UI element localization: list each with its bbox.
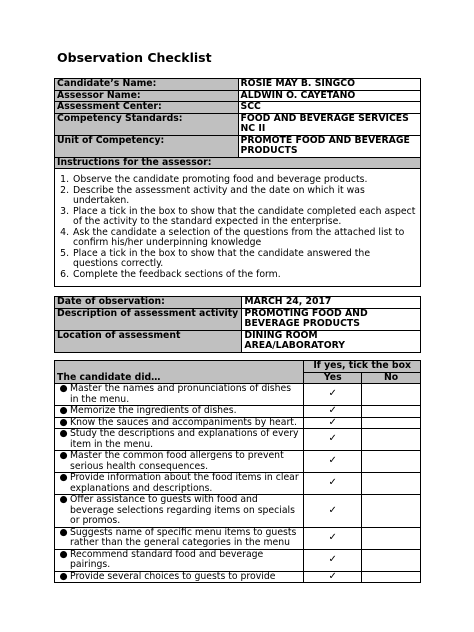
yes-checkbox[interactable] xyxy=(304,451,362,473)
instructions-row xyxy=(55,169,421,287)
no-checkbox[interactable] xyxy=(362,549,421,571)
checklist-item-text: Recommend standard food and beverage pairings. xyxy=(70,548,264,570)
bullet-icon: ● xyxy=(59,450,68,461)
bullet-icon: ● xyxy=(59,383,68,394)
checklist-row xyxy=(55,384,421,406)
yes-checkbox[interactable] xyxy=(304,429,362,451)
checklist-item-text: Provide several choices to guests to provide xyxy=(70,570,276,582)
instructions-list xyxy=(59,175,416,280)
bullet-icon: ● xyxy=(59,570,68,582)
info-row-assessor xyxy=(55,90,421,102)
no-checkbox[interactable] xyxy=(362,495,421,528)
observation-label: Date of observation: xyxy=(55,297,242,309)
no-checkbox[interactable] xyxy=(362,451,421,473)
bullet-icon: ● xyxy=(59,405,68,416)
info-value: SCC xyxy=(238,102,420,114)
candidate-did-header: The candidate did… xyxy=(55,361,304,384)
bullet-icon: ● xyxy=(59,472,68,483)
observation-row-location xyxy=(55,330,421,352)
info-label: Assessment Center: xyxy=(55,102,239,114)
yes-header: Yes xyxy=(304,372,362,384)
instruction-item: 1. Observe the candidate promoting food and beverage products. xyxy=(72,175,416,186)
bullet-icon: ● xyxy=(59,548,68,560)
checklist-item xyxy=(55,406,304,418)
observation-value: PROMOTING FOOD AND BEVERAGE PRODUCTS xyxy=(242,308,421,330)
checklist-item-text: Provide information about the food items in clear explanations and descriptions. xyxy=(70,472,299,494)
no-checkbox[interactable] xyxy=(362,429,421,451)
info-label: Competency Standards: xyxy=(55,113,239,135)
checklist-item xyxy=(55,527,304,549)
checkmark-icon: ✓ xyxy=(328,553,337,565)
checkmark-icon: ✓ xyxy=(328,433,337,445)
page-title: Observation Checklist xyxy=(57,50,212,65)
no-checkbox[interactable] xyxy=(362,417,421,429)
checklist-row xyxy=(55,417,421,429)
checklist-item-text: Master the names and pronunciations of dishes in the menu. xyxy=(70,383,292,405)
yes-checkbox[interactable] xyxy=(304,571,362,583)
observation-label: Location of assessment xyxy=(55,330,242,352)
no-checkbox[interactable] xyxy=(362,473,421,495)
checklist-table xyxy=(54,360,421,583)
checklist-item xyxy=(55,571,304,583)
instruction-item: 3. Place a tick in the box to show that the candidate completed each aspect of the activity to the standard expected in the enterprise. xyxy=(72,207,416,228)
info-row-candidate xyxy=(55,79,421,91)
observation-value: DINING ROOM AREA/LABORATORY xyxy=(242,330,421,352)
checklist-item xyxy=(55,473,304,495)
observation-row-date xyxy=(55,297,421,309)
checklist-item xyxy=(55,495,304,528)
observation-value: MARCH 24, 2017 xyxy=(242,297,421,309)
tick-header: If yes, tick the box xyxy=(304,361,421,373)
instruction-item: 5. Place a tick in the box to show that the candidate answered the questions correctly. xyxy=(72,249,416,270)
checklist-item-text: Offer assistance to guests with food and beverage selections regarding items on specials or promos. xyxy=(70,494,295,526)
instructions-header: Instructions for the assessor: xyxy=(55,157,421,169)
checklist-item-text: Study the descriptions and explanations of every item in the menu. xyxy=(70,428,299,450)
info-row-center xyxy=(55,102,421,114)
checklist-row xyxy=(55,527,421,549)
info-row-unit xyxy=(55,135,421,157)
checklist-item-text: Suggests name of specific menu items to guests rather than the general categories in the menu xyxy=(70,526,297,548)
checklist-item xyxy=(55,549,304,571)
info-value: ALDWIN O. CAYETANO xyxy=(238,90,420,102)
yes-checkbox[interactable] xyxy=(304,406,362,418)
checklist-row xyxy=(55,473,421,495)
no-checkbox[interactable] xyxy=(362,384,421,406)
info-label: Unit of Competency: xyxy=(55,135,239,157)
bullet-icon: ● xyxy=(59,494,68,505)
checkmark-icon: ✓ xyxy=(328,388,337,400)
instructions-header-row xyxy=(55,157,421,169)
instructions-cell xyxy=(55,169,421,287)
checkmark-icon: ✓ xyxy=(328,531,337,543)
yes-checkbox[interactable] xyxy=(304,417,362,429)
instruction-item: 6. Complete the feedback sections of the form. xyxy=(72,270,416,281)
yes-checkbox[interactable] xyxy=(304,549,362,571)
checkmark-icon: ✓ xyxy=(328,477,337,489)
info-label: Assessor Name: xyxy=(55,90,239,102)
yes-checkbox[interactable] xyxy=(304,527,362,549)
checklist-item-text: Know the sauces and accompaniments by heart. xyxy=(70,416,297,428)
no-checkbox[interactable] xyxy=(362,406,421,418)
candidate-info-table xyxy=(54,78,421,287)
observation-table xyxy=(54,296,421,353)
bullet-icon: ● xyxy=(59,526,68,538)
instruction-item: 2. Describe the assessment activity and the date on which it was undertaken. xyxy=(72,186,416,207)
info-value: FOOD AND BEVERAGE SERVICES NC II xyxy=(238,113,420,135)
info-row-standards xyxy=(55,113,421,135)
checklist-row xyxy=(55,549,421,571)
observation-label: Description of assessment activity xyxy=(55,308,242,330)
checklist-item-text: Master the common food allergens to prevent serious health consequences. xyxy=(70,450,284,472)
info-value: ROSIE MAY B. SINGCO xyxy=(238,79,420,91)
checklist-row xyxy=(55,406,421,418)
checklist-row xyxy=(55,495,421,528)
checkmark-icon: ✓ xyxy=(328,455,337,467)
checklist-row xyxy=(55,429,421,451)
checklist-item xyxy=(55,417,304,429)
checkmark-icon: ✓ xyxy=(328,504,337,516)
instruction-item: 4. Ask the candidate a selection of the questions from the attached list to confirm his/her underpinning knowledge xyxy=(72,228,416,249)
checklist-item xyxy=(55,451,304,473)
checklist-item xyxy=(55,429,304,451)
info-value: PROMOTE FOOD AND BEVERAGE PRODUCTS xyxy=(238,135,420,157)
yes-checkbox[interactable] xyxy=(304,473,362,495)
yes-checkbox[interactable] xyxy=(304,384,362,406)
no-header: No xyxy=(362,372,421,384)
checklist-row xyxy=(55,571,421,583)
checkmark-icon: ✓ xyxy=(328,405,337,416)
checklist-item xyxy=(55,384,304,406)
checklist-item-text: Memorize the ingredients of dishes. xyxy=(70,405,237,416)
checklist-row xyxy=(55,451,421,473)
bullet-icon: ● xyxy=(59,428,68,439)
observation-row-description xyxy=(55,308,421,330)
yes-checkbox[interactable] xyxy=(304,495,362,528)
no-checkbox[interactable] xyxy=(362,571,421,583)
checkmark-icon: ✓ xyxy=(328,570,337,582)
no-checkbox[interactable] xyxy=(362,527,421,549)
checklist-header-row xyxy=(55,361,421,373)
checkmark-icon: ✓ xyxy=(328,416,337,428)
bullet-icon: ● xyxy=(59,416,68,428)
info-label: Candidate’s Name: xyxy=(55,79,239,91)
